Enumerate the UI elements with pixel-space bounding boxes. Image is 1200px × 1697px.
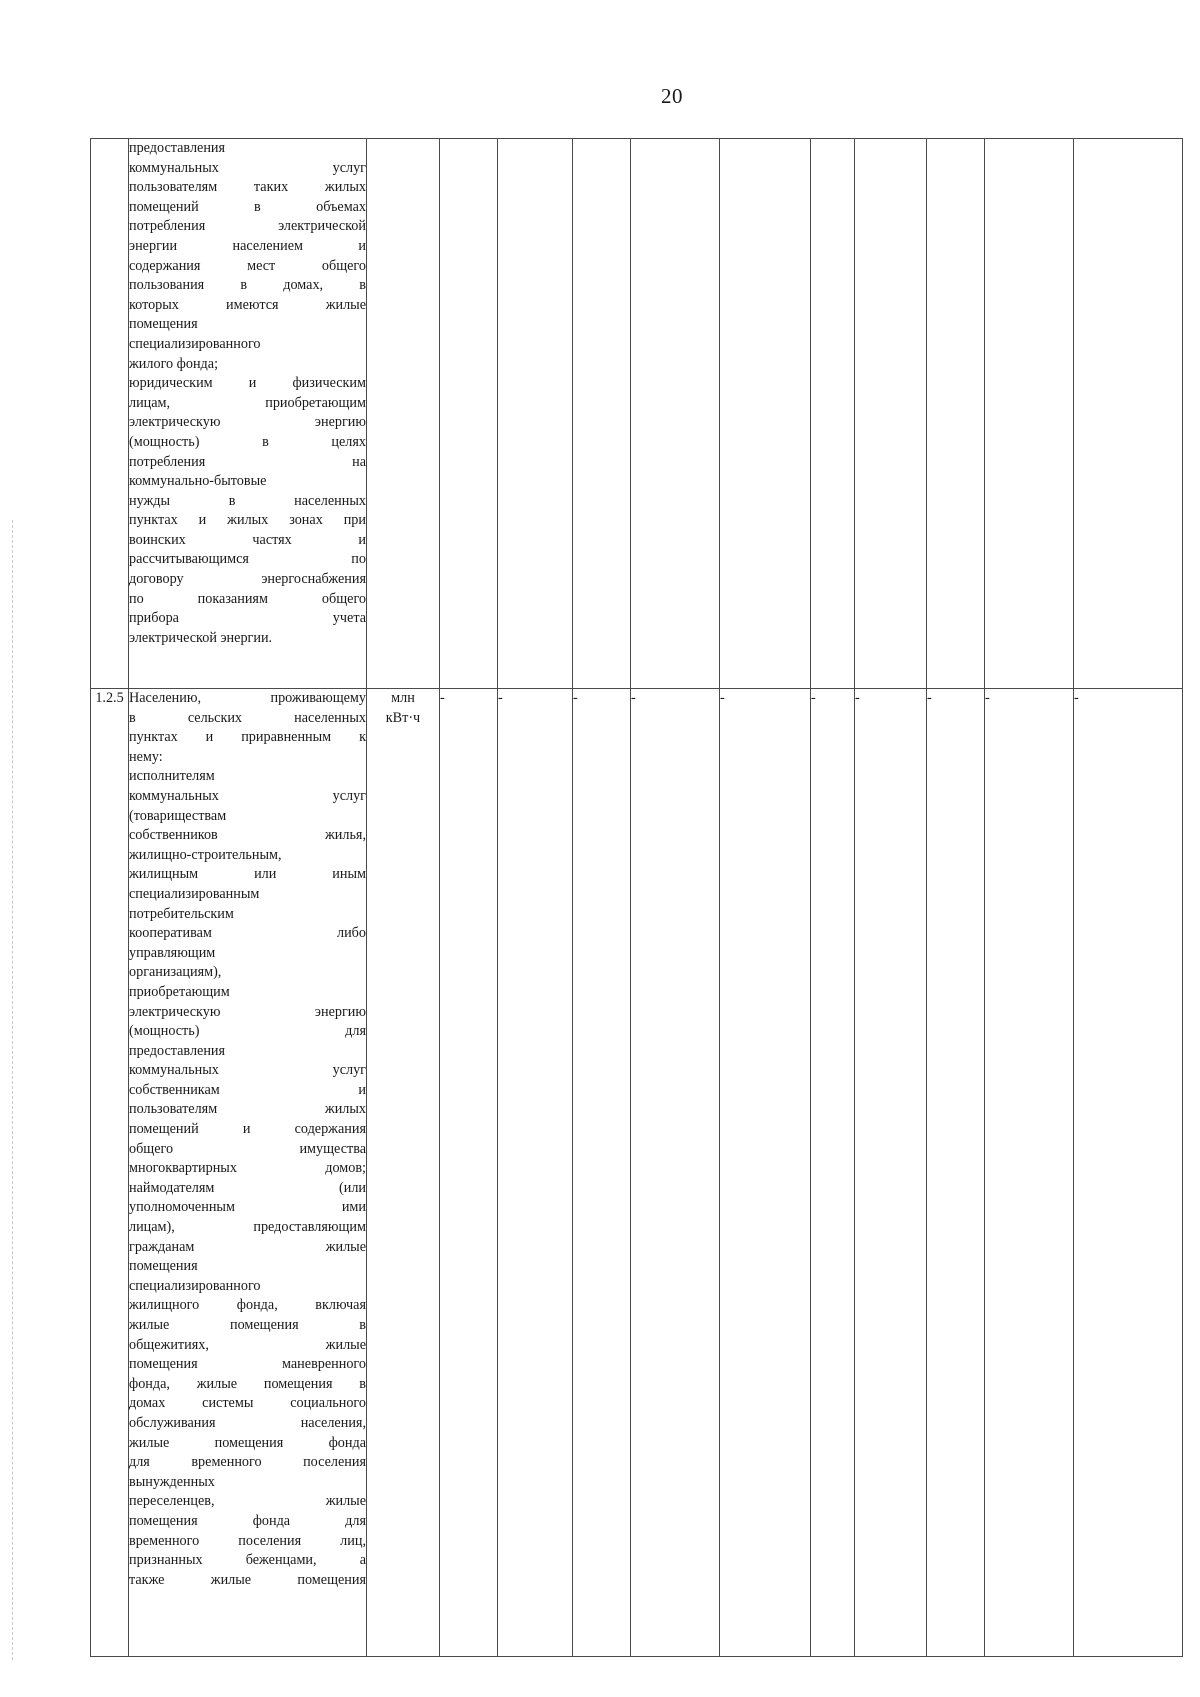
value-cell: -	[985, 689, 1074, 1657]
description-line: жилые помещения в	[129, 1317, 366, 1333]
description-line: помещений в объемах	[129, 198, 366, 215]
description-line: для временного поселения	[129, 1454, 366, 1471]
description-line: жилищным или иным	[129, 866, 366, 883]
value-cell	[811, 139, 855, 689]
description-line: Населению, проживающему	[129, 690, 366, 706]
value-cell	[440, 139, 498, 689]
description-line: пользования в домах, в	[129, 277, 366, 294]
description-line: специализированным	[129, 885, 260, 902]
description-line: кооперативам либо	[129, 925, 366, 942]
value-cell	[573, 139, 631, 689]
description-line: (товариществам	[129, 807, 227, 824]
description-cell	[129, 689, 367, 1657]
value-cell: -	[440, 689, 498, 1657]
value-cell: -	[927, 689, 985, 1657]
value-cell	[631, 139, 720, 689]
description-line: нужды в населенных	[129, 492, 366, 509]
description-line: помещения маневренного	[129, 1356, 366, 1373]
description-line: жилого фонда;	[129, 355, 219, 372]
value-cell	[498, 139, 573, 689]
description-line: содержания мест общего	[129, 257, 366, 274]
description-line: прибора учета	[129, 610, 366, 627]
unit-cell: млн кВт·ч	[367, 689, 440, 1657]
table-row	[91, 689, 1183, 1657]
value-cell	[1074, 139, 1183, 689]
unit-cell	[367, 139, 440, 689]
description-line: общежитиях, жилые	[129, 1336, 366, 1353]
row-number-cell: 1.2.5	[91, 689, 129, 1657]
description-line: рассчитывающимся по	[129, 551, 366, 568]
description-line: предоставления	[129, 140, 226, 156]
description-line: домах системы социального	[129, 1395, 366, 1412]
description-line: в сельских населенных	[129, 709, 366, 726]
table-body	[91, 139, 1183, 1657]
description-line: нему:	[129, 748, 163, 765]
description-line: уполномоченным ими	[129, 1199, 366, 1216]
description-line: жилищно-строительным,	[129, 846, 282, 863]
description-line: пользователям жилых	[129, 1101, 366, 1118]
description-line: фонда, жилые помещения в	[129, 1375, 366, 1392]
description-line: юридическим и физическим	[129, 375, 366, 392]
description-line: специализированного	[129, 335, 261, 352]
description-line: собственников жилья,	[129, 827, 366, 844]
description-line: жилые помещения фонда	[129, 1434, 366, 1451]
description-line: исполнителям	[129, 768, 215, 785]
description-line: собственникам и	[129, 1081, 366, 1098]
description-line: приобретающим	[129, 983, 230, 1000]
description-line: электрическую энергию	[129, 414, 366, 431]
description-line: наймодателям (или	[129, 1179, 366, 1196]
value-cell: -	[498, 689, 573, 1657]
description-line: электрическую энергию	[129, 1003, 366, 1020]
description-line: пунктах и жилых зонах при	[129, 512, 366, 529]
description-line: помещения	[129, 1258, 198, 1275]
description-line: жилищного фонда, включая	[129, 1297, 366, 1314]
description-line: также жилые помещения	[129, 1571, 366, 1588]
description-line: электрической энергии.	[129, 629, 273, 646]
description-line: потребления на	[129, 453, 366, 470]
description-line: помещения фонда для	[129, 1512, 366, 1529]
tariff-table	[90, 138, 1183, 1657]
description-line: коммунальных услуг	[129, 1062, 366, 1079]
value-cell: -	[573, 689, 631, 1657]
row-number-cell	[91, 139, 129, 689]
description-line: признанных беженцами, а	[129, 1552, 366, 1569]
value-cell	[927, 139, 985, 689]
description-line: специализированного	[129, 1277, 261, 1294]
description-line: коммунально-бытовые	[129, 473, 267, 490]
description-line: пользователям таких жилых	[129, 179, 366, 196]
page-number: 20	[661, 84, 683, 108]
description-line: лицам, приобретающим	[129, 394, 366, 411]
value-cell: -	[720, 689, 811, 1657]
description-line: организациям),	[129, 964, 222, 981]
value-cell: -	[811, 689, 855, 1657]
description-line: гражданам жилые	[129, 1238, 366, 1255]
description-line: помещения	[129, 316, 198, 333]
description-line: управляющим	[129, 944, 216, 961]
description-line: пунктах и приравненным к	[129, 729, 366, 746]
description-line: общего имущества	[129, 1140, 366, 1157]
description-line: коммунальных услуг	[129, 787, 366, 804]
value-cell	[720, 139, 811, 689]
description-line: воинских частях и	[129, 531, 366, 548]
description-line: (мощность) для	[129, 1023, 366, 1040]
value-cell: -	[1074, 689, 1183, 1657]
description-line: по показаниям общего	[129, 590, 366, 607]
description-line: многоквартирных домов;	[129, 1160, 366, 1177]
description-line: лицам), предоставляющим	[129, 1219, 366, 1236]
description-line: коммунальных услуг	[129, 159, 366, 176]
description-line: предоставления	[129, 1042, 226, 1059]
description-line: вынужденных	[129, 1473, 215, 1490]
value-cell: -	[631, 689, 720, 1657]
value-cell	[855, 139, 927, 689]
description-line: потребительским	[129, 905, 234, 922]
table-row	[91, 139, 1183, 689]
description-line: договору энергоснабжения	[129, 571, 366, 588]
description-line: помещений и содержания	[129, 1121, 366, 1138]
description-line: переселенцев, жилые	[129, 1493, 366, 1510]
description-line: временного поселения лиц,	[129, 1532, 366, 1549]
description-line: обслуживания населения,	[129, 1414, 366, 1431]
description-line: потребления электрической	[129, 218, 366, 235]
description-line: (мощность) в целях	[129, 433, 366, 450]
description-line: энергии населением и	[129, 237, 366, 254]
value-cell	[985, 139, 1074, 689]
description-line: которых имеются жилые	[129, 296, 366, 313]
description-cell	[129, 139, 367, 689]
scan-edge-marks	[12, 520, 15, 1660]
value-cell: -	[855, 689, 927, 1657]
